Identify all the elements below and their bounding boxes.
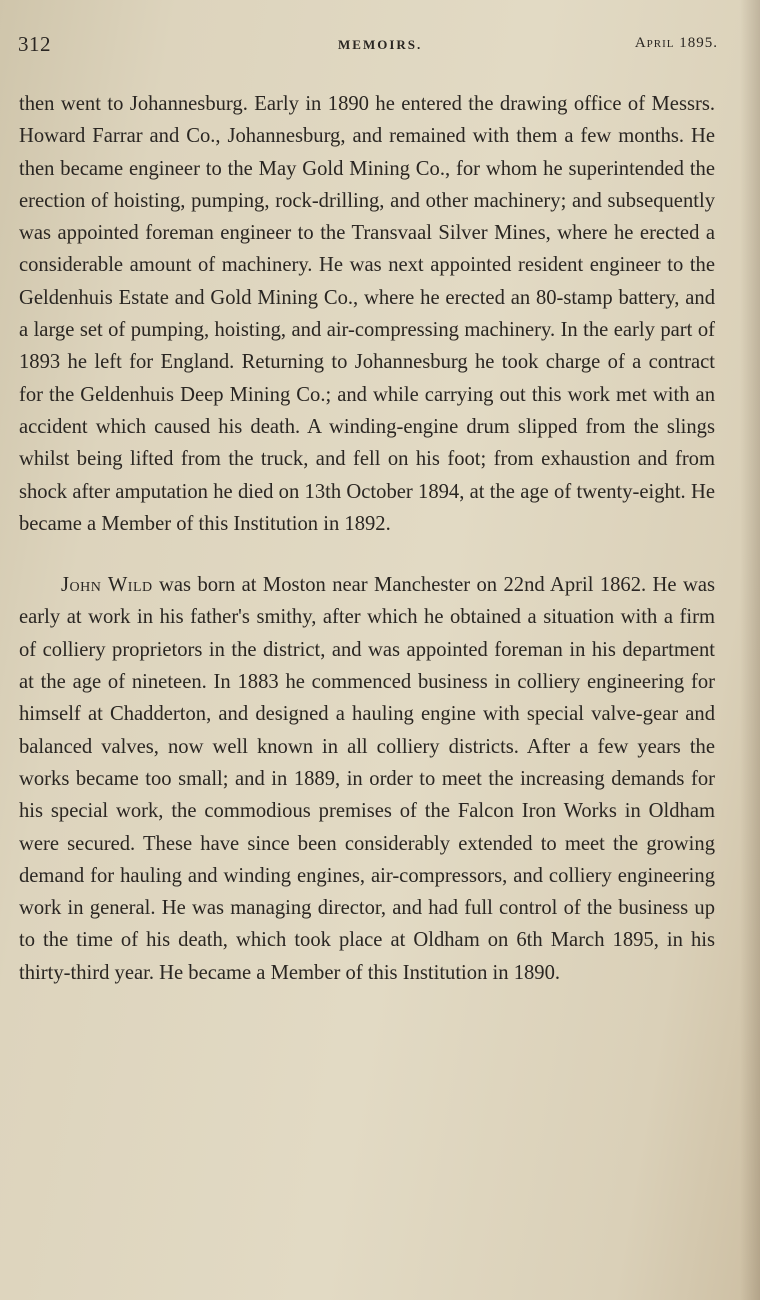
memoir-entry-john-wild [19, 569, 715, 989]
memoir-continuation-paragraph: then went to Johannesburg. Early in 1890 he entered the drawing office of Messrs. Howard Farrar and Co., Johannesburg, and remained with them a few months. He then became engineer to the May Gold Mining Co., for whom he superintended the erection of hoisting, pumping, rock-drilling, and other machinery; and subsequently was appointed foreman engineer to the Transvaal Silver Mines, where he erected a considerable amount of machinery. He was next appointed resident engineer to the Geldenhuis Estate and Gold Mining Co., where he erected an 80-stamp battery, and a large set of pumping, hoisting, and air-compressing machinery. In the early part of 1893 he left for England. Returning to Johannesburg he took charge of a contract for the Geldenhuis Deep Mining Co.; and while carrying out this work met with an accident which caused his death. A winding-engine drum slipped from the slings whilst being lifted from the truck, and fell on his foot; from exhaustion and from shock after amputation he died on 13th October 1894, at the age of twenty-eight. He became a Member of this Institution in 1892. [19, 93, 715, 535]
running-title: MEMOIRS. [338, 37, 423, 52]
page-number: 312 [18, 32, 51, 56]
page-header [18, 32, 718, 58]
issue-date: April 1895. [634, 35, 718, 51]
person-name: John Wild [61, 574, 153, 597]
memoir-entry-text: was born at Moston near Manchester on 22nd April 1862. He was early at work in his father's smithy, after which he obtained a situation with a firm of colliery proprietors in the district, and was appointed foreman in his department at the age of nineteen. In 1883 he commenced business in colliery engineering for himself at Chadderton, and designed a hauling engine with special valve-gear and balanced valves, now well known in all colliery districts. After a few years the works became too small; and in 1889, in order to meet the increasing demands for his special work, the commodious premises of the Falcon Iron Works in Oldham were secured. These have since been considerably extended to meet the growing demand for hauling and winding engines, air-compressors, and colliery engineering work in general. He was managing director, and had full control of the business up to the time of his death, which took place at Oldham on 6th March 1895, in his thirty-third year. He became a Member of this Institution in 1890. [19, 574, 715, 984]
memoir-text [19, 88, 715, 989]
page-edge-shadow [740, 0, 760, 1300]
